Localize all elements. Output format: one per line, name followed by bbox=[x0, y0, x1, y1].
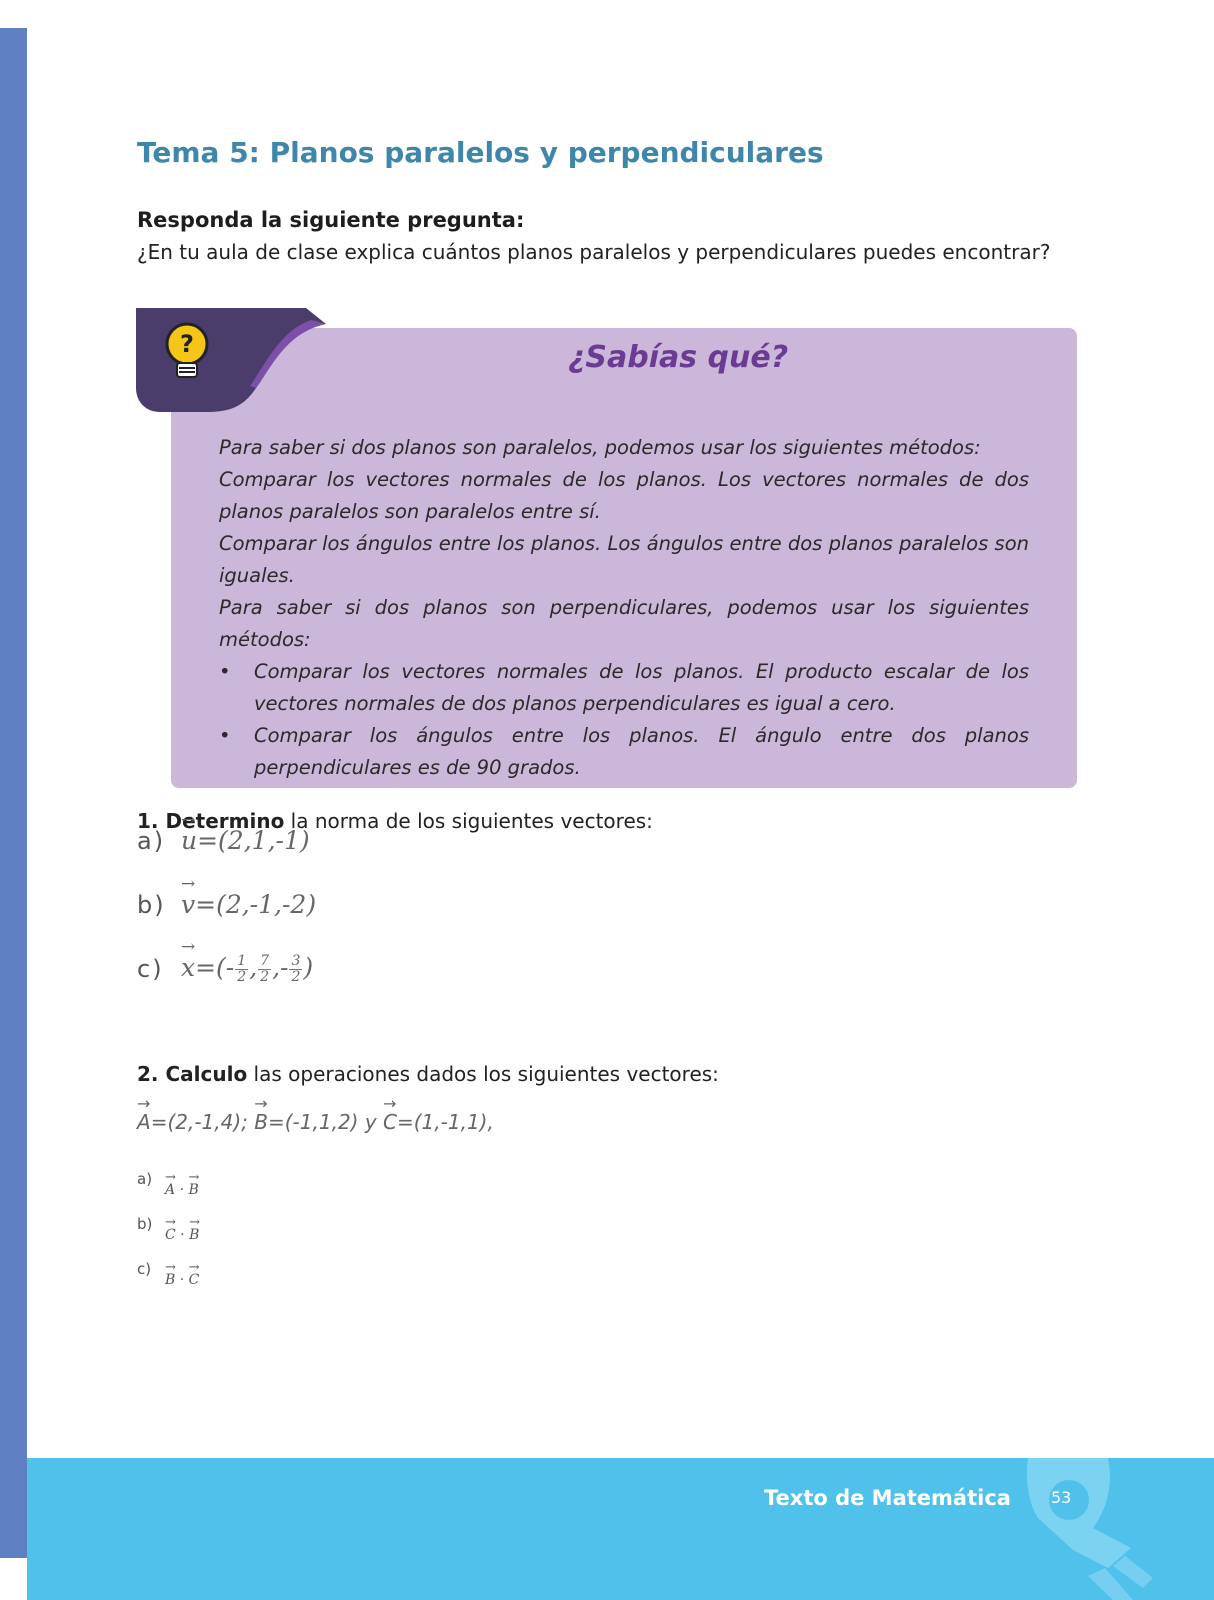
item-letter: c) bbox=[137, 1260, 152, 1278]
exercise-1-text: la norma de los siguientes vectores: bbox=[284, 809, 653, 833]
vector-name: → B bbox=[254, 1110, 268, 1134]
fraction-numerator: 3 bbox=[291, 953, 301, 969]
vector-name: → C bbox=[383, 1110, 397, 1134]
vector-expression: → x=(- $\frac{1}{2}$ , $\frac{7}{2}$ ,- $\frac{3}{2}$ ) bbox=[181, 953, 313, 985]
exercise-2-item-b bbox=[137, 1215, 199, 1243]
question-text: ¿En tu aula de clase explica cuántos planos paralelos y perpendiculares puedes encontrar? bbox=[137, 240, 1051, 264]
vector-value: =(-1,1,2) y bbox=[268, 1110, 384, 1134]
exercise-2-item-a bbox=[137, 1170, 199, 1198]
rocket-icon bbox=[1013, 1458, 1153, 1600]
item-letter: a) bbox=[137, 826, 166, 855]
fraction-numerator: 7 bbox=[260, 953, 270, 969]
callout-paragraph: Comparar los vectores normales de los planos. Los vectores normales de dos planos paralelos son paralelos entre sí. bbox=[219, 468, 1029, 523]
fraction-denominator: 2 bbox=[291, 969, 301, 985]
dot-product: → A · → B bbox=[165, 1170, 199, 1198]
page-side-bar bbox=[0, 28, 27, 1558]
bullet-text: Comparar los ángulos entre los planos. El ángulo entre dos planos perpendiculares es de 90 grados. bbox=[254, 724, 1029, 779]
svg-text:?: ? bbox=[180, 330, 194, 358]
item-letter: b) bbox=[137, 1215, 153, 1233]
item-letter: a) bbox=[137, 1170, 153, 1188]
item-letter: b) bbox=[137, 890, 166, 919]
callout-paragraph: Para saber si dos planos son perpendiculares, podemos usar los siguientes métodos: bbox=[219, 596, 1029, 651]
footer-label: Texto de Matemática bbox=[764, 1486, 1011, 1510]
exercise-1-item-b bbox=[137, 890, 316, 919]
page-number: 53 bbox=[1051, 1488, 1072, 1507]
exercise-1-number: 1. Determino bbox=[137, 809, 285, 833]
vector-name: → u bbox=[181, 826, 197, 855]
callout-tab bbox=[136, 308, 326, 414]
vector-name: → A bbox=[165, 1182, 175, 1198]
callout-paragraph: Comparar los ángulos entre los planos. Los ángulos entre dos planos paralelos son iguales. bbox=[219, 532, 1029, 587]
bullet-dot: • bbox=[219, 724, 231, 747]
vector-value: =(2,1,-1) bbox=[197, 826, 310, 855]
fraction-numerator: 1 bbox=[237, 953, 247, 969]
vector-value: =(2,-1,-2) bbox=[195, 890, 317, 919]
dot-product: → C · → B bbox=[165, 1215, 199, 1243]
fraction-denominator: 2 bbox=[237, 969, 247, 985]
question-heading: Responda la siguiente pregunta: bbox=[137, 208, 525, 232]
bullet-dot: • bbox=[219, 660, 231, 683]
vector-value: =(1,-1,1), bbox=[397, 1110, 494, 1134]
vector-name: → B bbox=[189, 1227, 199, 1243]
callout-paragraph: Para saber si dos planos son paralelos, podemos usar los siguientes métodos: bbox=[219, 436, 981, 459]
fraction bbox=[235, 954, 248, 985]
dot-product: → B · → C bbox=[165, 1260, 199, 1288]
vector-name: → B bbox=[165, 1272, 175, 1288]
callout-title: ¿Sabías qué? bbox=[568, 340, 789, 375]
page-title: Tema 5: Planos paralelos y perpendiculares bbox=[137, 136, 824, 169]
exercise-1-item-c bbox=[137, 953, 313, 985]
bullet-text: Comparar los vectores normales de los planos. El producto escalar de los vectores normales de dos planos perpendiculares es igual a cero. bbox=[254, 660, 1029, 715]
callout-bullet bbox=[219, 656, 1029, 720]
exercise-2-item-c bbox=[137, 1260, 199, 1288]
vector-name: → C bbox=[165, 1227, 176, 1243]
fraction bbox=[258, 954, 271, 985]
exercise-1-item-a bbox=[137, 826, 310, 855]
page-footer bbox=[27, 1458, 1214, 1600]
vector-expression bbox=[181, 826, 310, 855]
callout-body bbox=[219, 432, 1029, 784]
exercise-2-text: las operaciones dados los siguientes vectores: bbox=[247, 1062, 719, 1086]
given-vectors bbox=[137, 1110, 494, 1134]
vector-name: → v bbox=[181, 890, 195, 919]
callout-bullet bbox=[219, 720, 1029, 784]
exercise-2-number: 2. Calculo bbox=[137, 1062, 248, 1086]
fraction bbox=[289, 954, 302, 985]
vector-prefix: =(- bbox=[195, 953, 235, 982]
fraction-denominator: 2 bbox=[260, 969, 270, 985]
vector-name: → A bbox=[137, 1110, 151, 1134]
vector-name: → C bbox=[189, 1272, 200, 1288]
exercise-2-heading bbox=[137, 1062, 719, 1086]
vector-expression bbox=[181, 890, 316, 919]
vector-value: =(2,-1,4); bbox=[150, 1110, 255, 1134]
item-letter: c) bbox=[137, 955, 164, 983]
vector-name: → x bbox=[181, 953, 195, 982]
vector-name: → B bbox=[188, 1182, 198, 1198]
